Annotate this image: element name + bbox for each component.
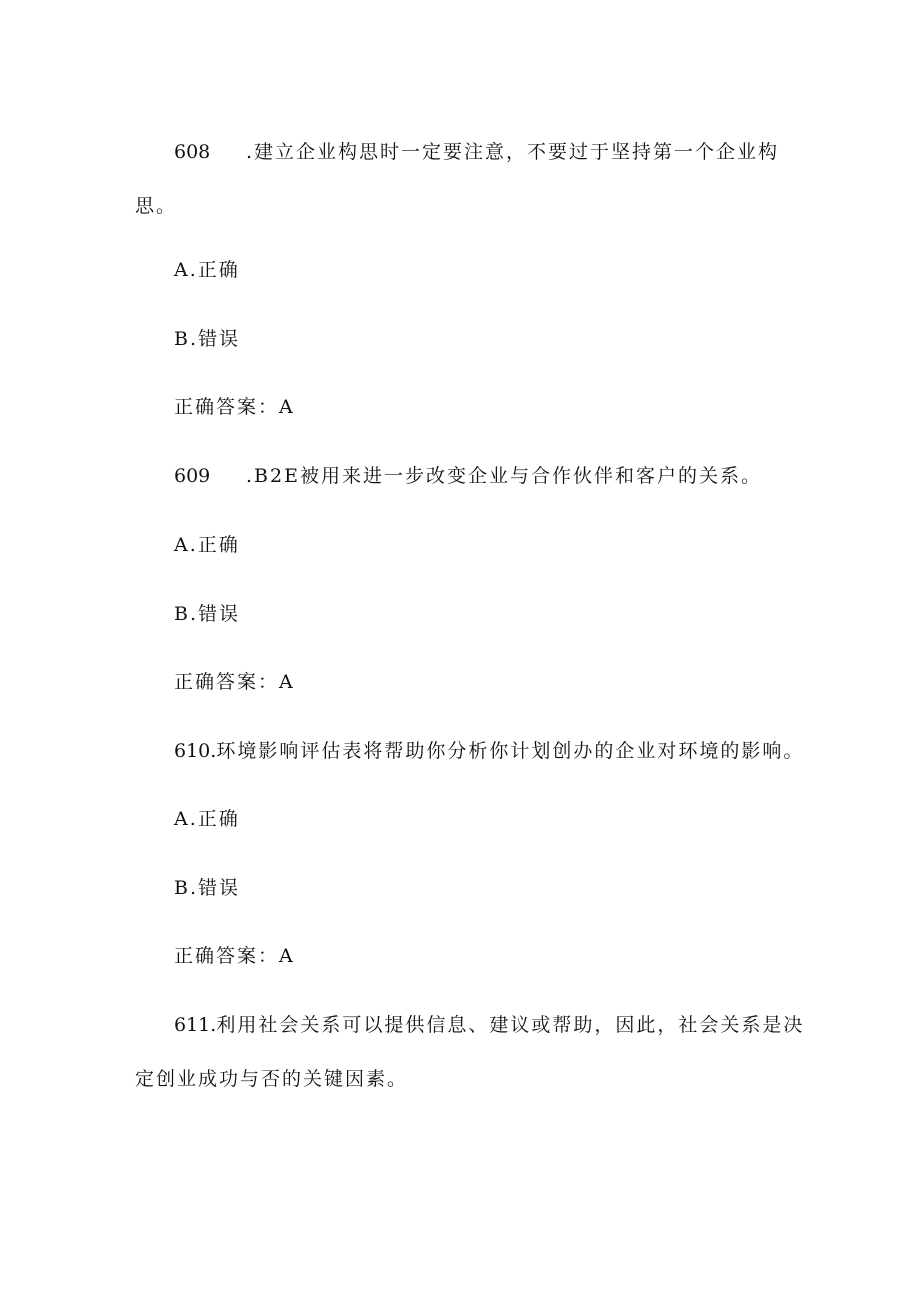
- option-b: B.错误: [174, 603, 241, 625]
- option-b: B.错误: [174, 877, 241, 899]
- correct-answer: 正确答案：A: [174, 671, 295, 693]
- question-611-line2: [135, 1067, 408, 1091]
- question-611-line1: [174, 1013, 804, 1037]
- question-text: 环境影响评估表将帮助你分析你计划创办的企业对环境的影响。: [216, 740, 805, 762]
- option-b: B.错误: [174, 328, 241, 350]
- question-text-continued: 定创业成功与否的关键因素。: [135, 1068, 409, 1090]
- question-text: 利用社会关系可以提供信息、建议或帮助，因此，社会关系是决: [216, 1014, 805, 1036]
- option-a: A.正确: [174, 259, 240, 281]
- option-a: A.正确: [174, 808, 240, 830]
- question-number: 609: [174, 465, 211, 487]
- correct-answer: 正确答案：A: [174, 945, 295, 967]
- question-text: .B2E被用来进一步改变企业与合作伙伴和客户的关系。: [246, 465, 762, 487]
- question-number: 608: [174, 141, 211, 163]
- correct-answer: 正确答案：A: [174, 396, 295, 418]
- question-608-line1: [174, 140, 779, 164]
- question-number: 610.: [174, 740, 217, 762]
- question-608-line2: [135, 194, 177, 218]
- question-609-line1: [174, 464, 762, 488]
- option-a: A.正确: [174, 534, 240, 556]
- question-text-continued: 思。: [135, 195, 178, 217]
- question-610-line1: [174, 739, 804, 763]
- question-number: 611.: [174, 1014, 217, 1036]
- question-text: .建立企业构思时一定要注意，不要过于坚持第一个企业构: [246, 141, 780, 163]
